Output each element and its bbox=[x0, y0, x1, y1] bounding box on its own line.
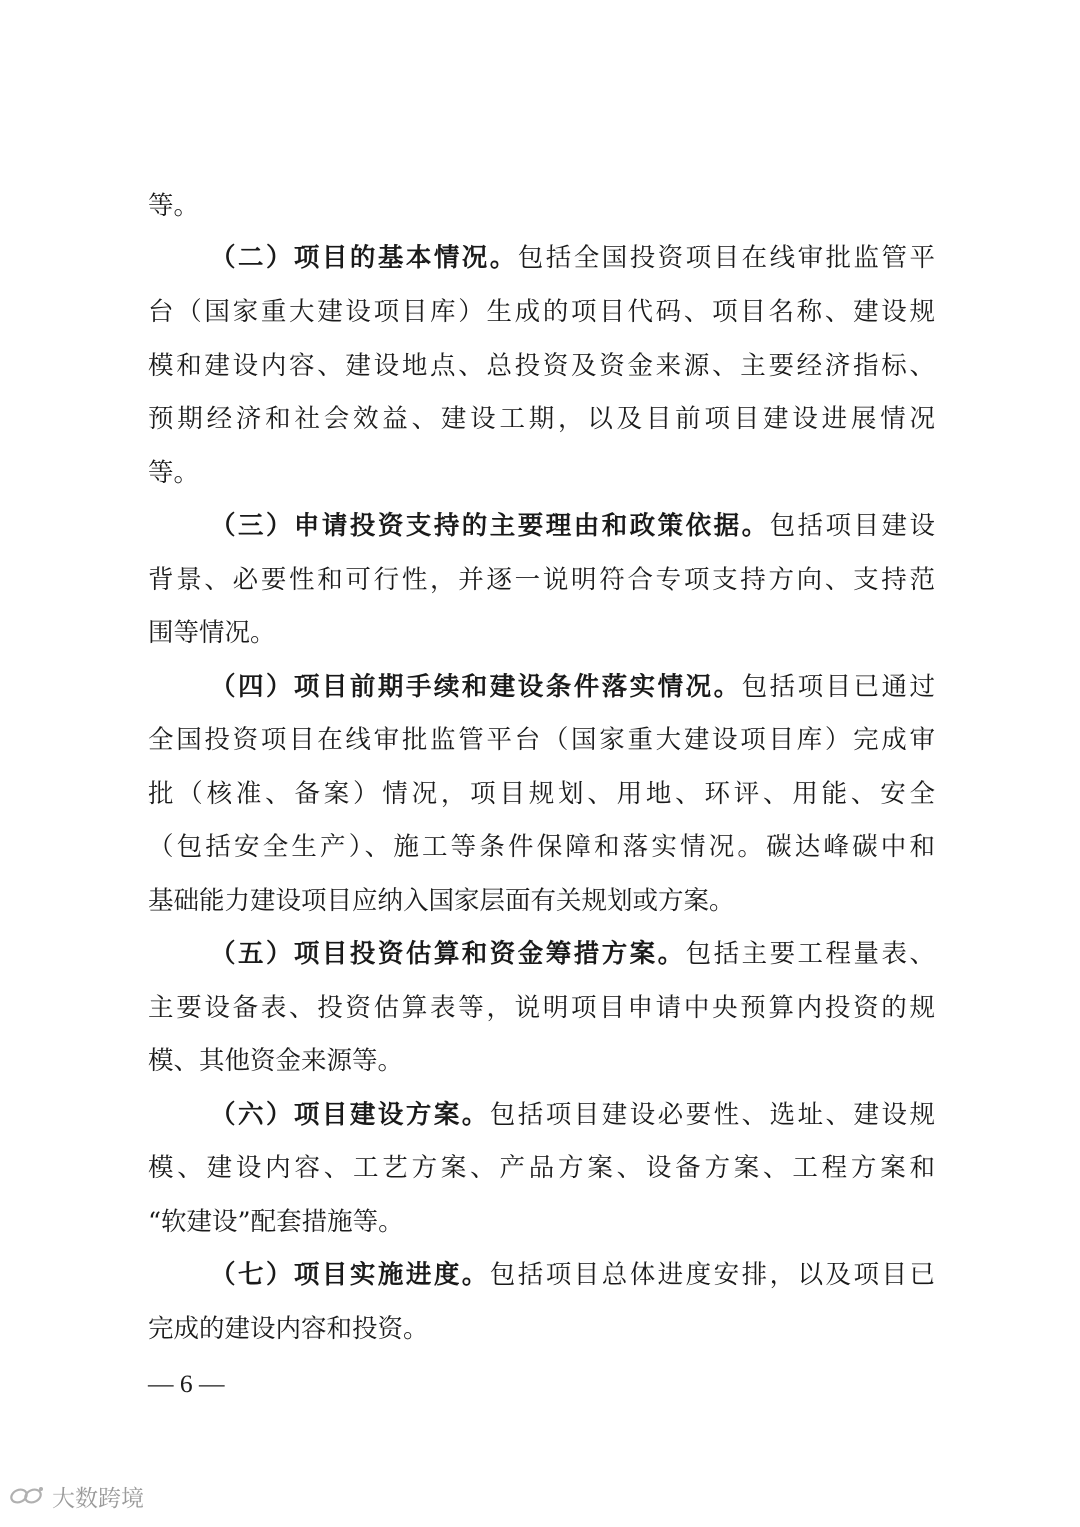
paragraph-line bbox=[210, 934, 935, 974]
text-run: 基础能力建设项目应纳入国家层面有关规划或方案。 bbox=[148, 886, 735, 916]
text-run: “软建设”配套措施等。 bbox=[148, 1207, 404, 1237]
paragraph-line bbox=[148, 399, 935, 439]
paragraph-line bbox=[148, 1202, 935, 1242]
paragraph-line bbox=[210, 238, 935, 278]
paragraph-line bbox=[210, 667, 935, 707]
section-heading: （二）项目的基本情况。 bbox=[210, 243, 518, 273]
section-heading: （七）项目实施进度。 bbox=[210, 1260, 490, 1290]
text-run: 模、其他资金来源等。 bbox=[148, 1046, 404, 1076]
paragraph-line bbox=[148, 613, 935, 653]
paragraph-line bbox=[148, 186, 935, 226]
paragraph-line bbox=[148, 720, 935, 760]
section-heading: （六）项目建设方案。 bbox=[210, 1100, 490, 1130]
paragraph-line bbox=[210, 1255, 935, 1295]
text-run: 包括全国投资项目在线审批监管平 bbox=[517, 243, 935, 273]
paragraph-line bbox=[148, 774, 935, 814]
paragraph-line bbox=[148, 827, 935, 867]
paragraph-line bbox=[148, 1309, 935, 1349]
watermark bbox=[8, 1478, 144, 1514]
watermark-text: 大数跨境 bbox=[52, 1485, 144, 1512]
paragraph-line bbox=[148, 346, 935, 386]
text-run: 包括项目建设必要性、选址、建设规 bbox=[489, 1100, 935, 1130]
paragraph-line bbox=[148, 292, 935, 332]
text-run: 台（国家重大建设项目库）生成的项目代码、项目名称、建设规 bbox=[148, 297, 935, 327]
chain-link-logo-icon bbox=[8, 1483, 46, 1509]
paragraph-line bbox=[148, 1041, 935, 1081]
paragraph-line bbox=[210, 1095, 935, 1135]
text-run: 包括项目总体进度安排，以及项目已 bbox=[489, 1260, 935, 1290]
text-run: 背景、必要性和可行性，并逐一说明符合专项支持方向、支持范 bbox=[148, 565, 935, 595]
text-run: 等。 bbox=[148, 191, 200, 221]
section-heading: （三）申请投资支持的主要理由和政策依据。 bbox=[210, 511, 770, 541]
text-run: 模、建设内容、工艺方案、产品方案、设备方案、工程方案和 bbox=[148, 1153, 935, 1183]
text-run: 完成的建设内容和投资。 bbox=[148, 1314, 429, 1344]
text-run: （包括安全生产）、施工等条件保障和落实情况。碳达峰碳中和 bbox=[148, 832, 935, 862]
text-run: 预期经济和社会效益、建设工期，以及目前项目建设进展情况 bbox=[148, 404, 935, 434]
text-run: 主要设备表、投资估算表等，说明项目申请中央预算内投资的规 bbox=[148, 993, 935, 1023]
section-heading: （四）项目前期手续和建设条件落实情况。 bbox=[210, 672, 742, 702]
section-heading: （五）项目投资估算和资金筹措方案。 bbox=[210, 939, 686, 969]
paragraph-line bbox=[210, 506, 935, 546]
paragraph-line bbox=[148, 453, 935, 493]
text-run: 围等情况。 bbox=[148, 618, 276, 648]
text-run: 全国投资项目在线审批监管平台（国家重大建设项目库）完成审 bbox=[148, 725, 935, 755]
text-run: 包括项目建设 bbox=[769, 511, 935, 541]
text-run: 模和建设内容、建设地点、总投资及资金来源、主要经济指标、 bbox=[148, 351, 935, 381]
paragraph-line bbox=[148, 881, 935, 921]
text-run: 等。 bbox=[148, 458, 200, 488]
text-run: 包括主要工程量表、 bbox=[685, 939, 935, 969]
paragraph-line bbox=[148, 988, 935, 1028]
text-run: 批（核准、备案）情况，项目规划、用地、环评、用能、安全 bbox=[148, 779, 935, 809]
text-run: 包括项目已通过 bbox=[741, 672, 935, 702]
page-number: — 6 — bbox=[148, 1369, 225, 1398]
paragraph-line bbox=[148, 560, 935, 600]
paragraph-line bbox=[148, 1148, 935, 1188]
